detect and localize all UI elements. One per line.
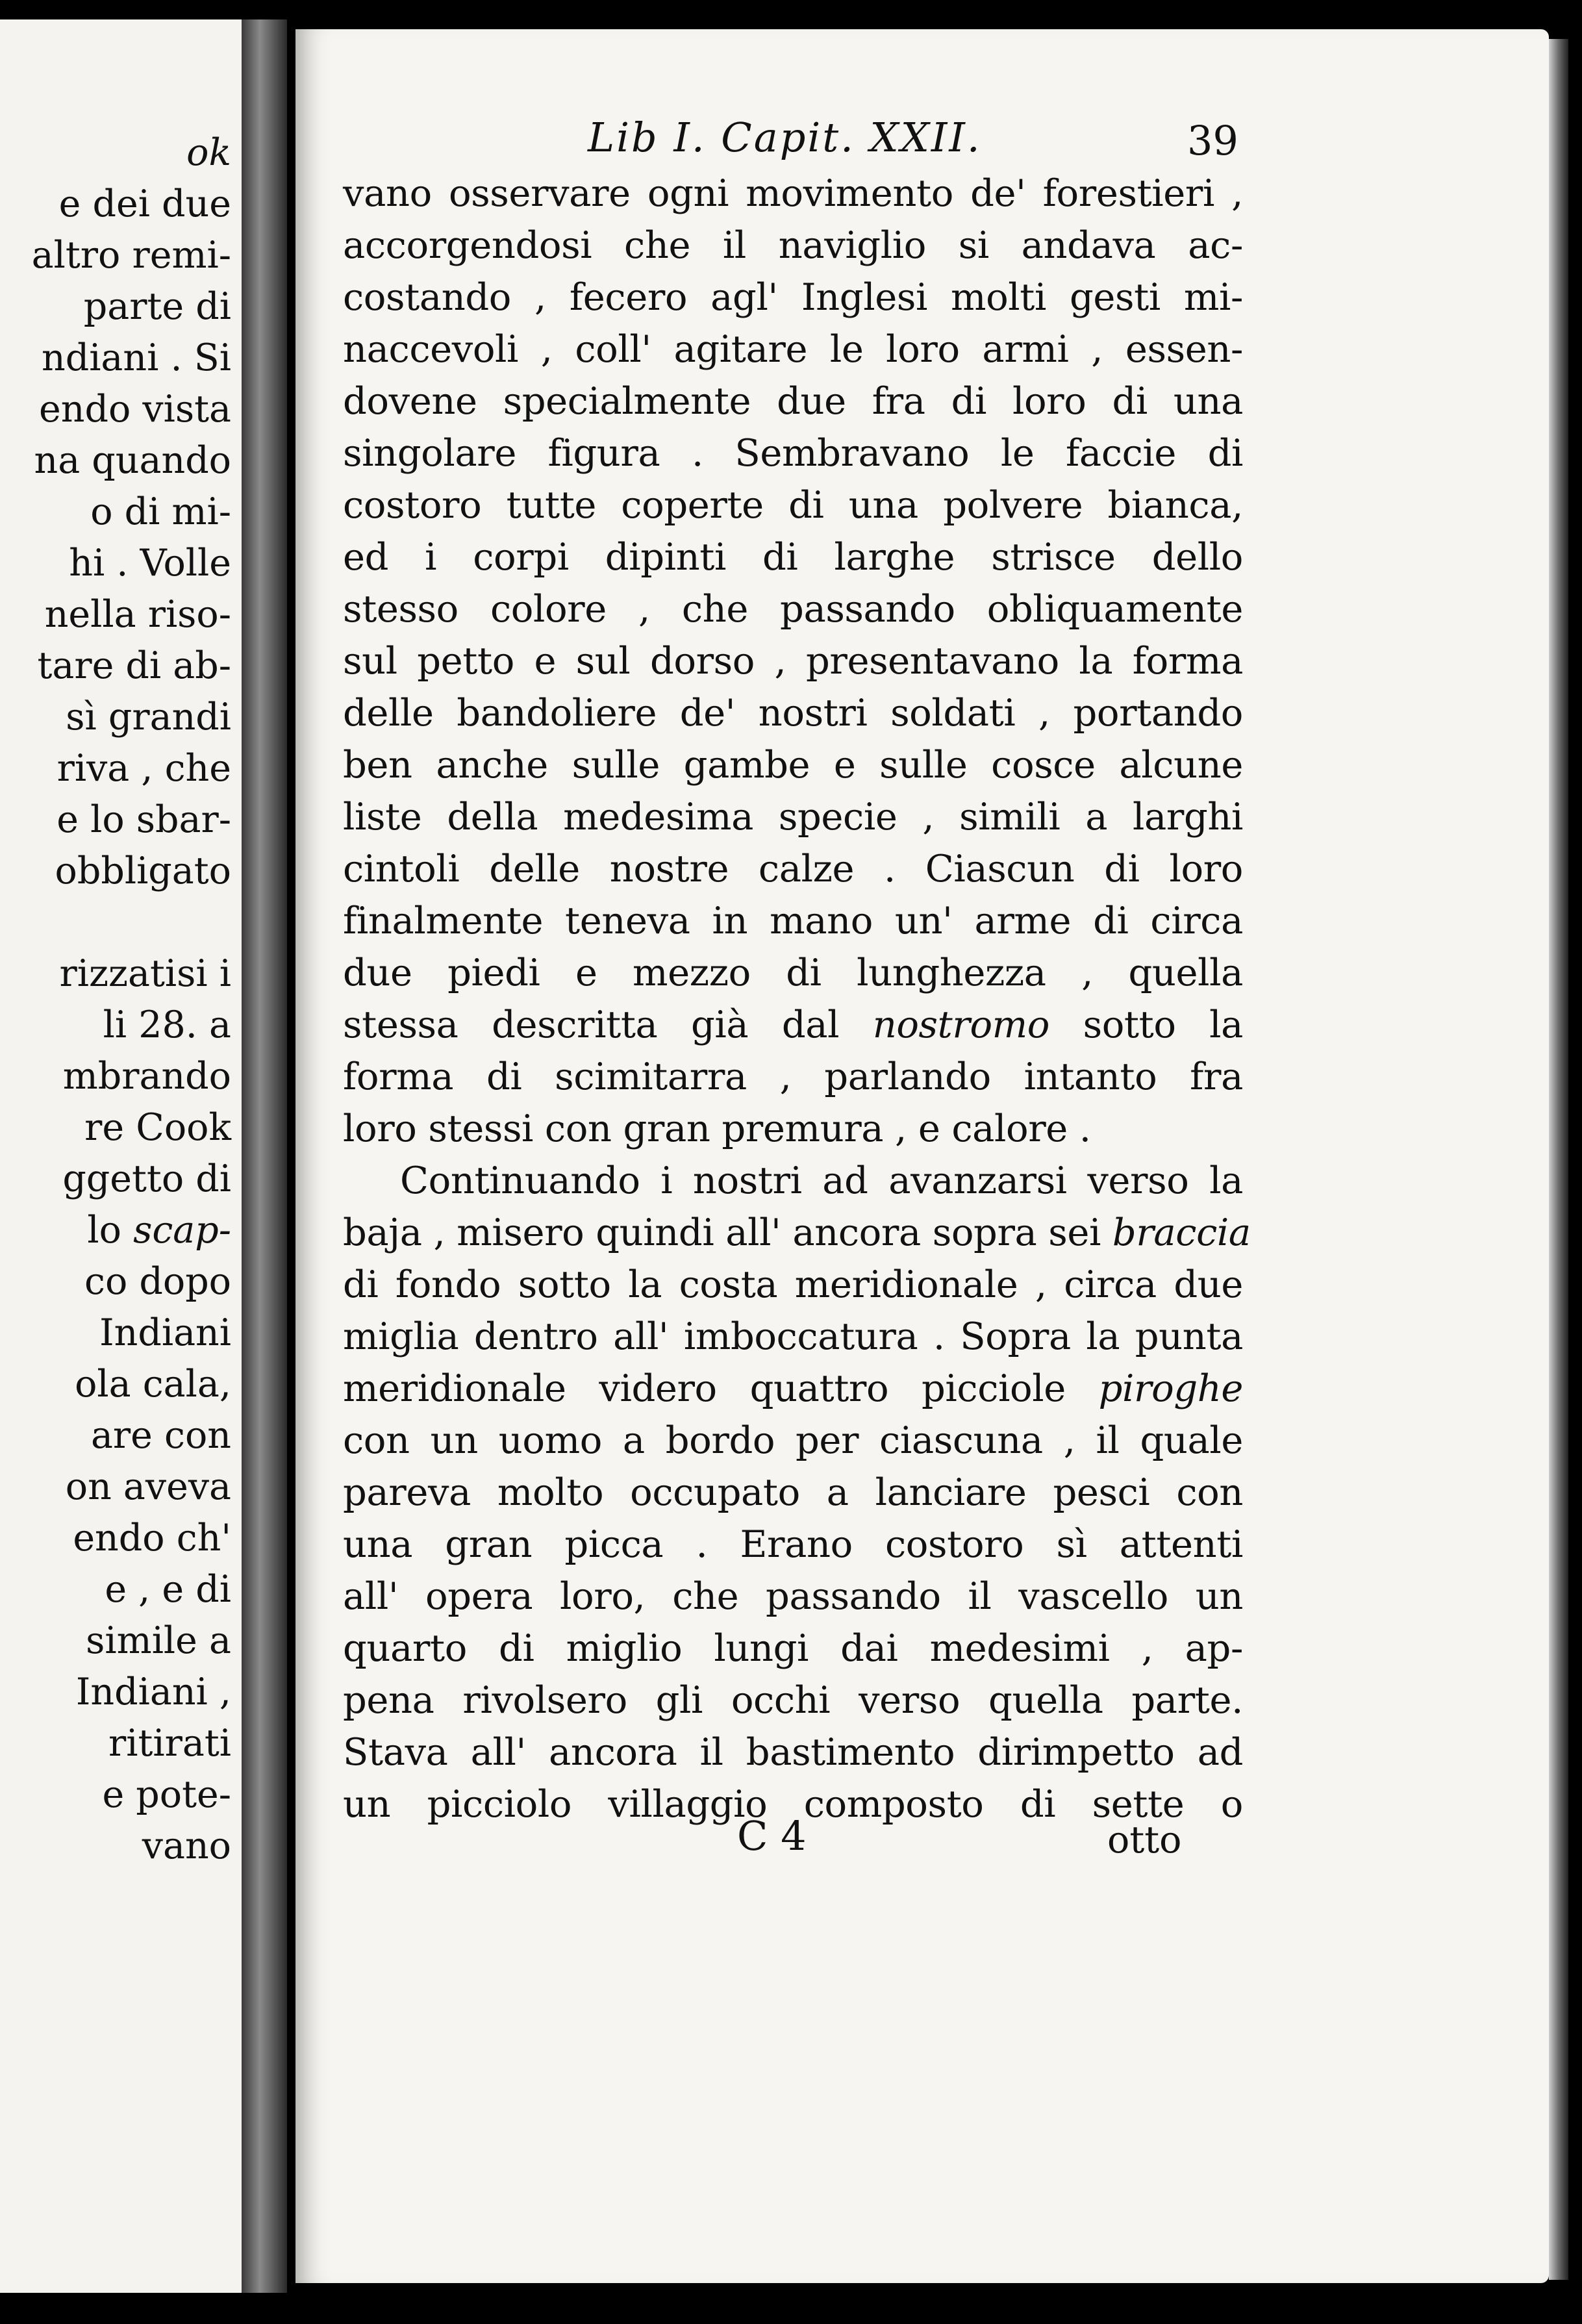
italic-term: nostromo [872,1003,1050,1046]
left-page-line: e , e di [105,1568,231,1611]
text-line: costando , fecero agl' Inglesi molti gesti mi- [343,275,1243,319]
left-page-line: Indiani , [75,1671,231,1713]
italic-term: scap- [133,1209,231,1252]
text-line: loro stessi con gran premura , e calore . [343,1107,1091,1150]
text-line: stesso colore , che passando obliquamente [343,587,1243,631]
left-page-line: mbrando [62,1055,231,1098]
left-page-line: endo vista [39,388,231,431]
text-line: miglia dentro all' imboccatura . Sopra la punta [343,1315,1243,1358]
left-page-line: nella riso- [44,593,231,636]
text-line: liste della medesima specie , simili a larghi [343,795,1243,839]
text-line: una gran picca . Erano costoro sì attenti [343,1522,1243,1566]
left-page-line: simile a [86,1619,231,1662]
text-line: accorgendosi che il naviglio si andava ac- [343,223,1243,267]
left-page-line: on aveva [65,1465,231,1508]
text-line: cintoli delle nostre calze . Ciascun di loro [343,847,1243,890]
text-line: delle bandoliere de' nostri soldati , portando [343,691,1243,735]
left-page-line: are con [90,1414,231,1457]
catchword: otto [1107,1819,1182,1862]
text-line: quarto di miglio lungi dai medesimi , ap- [343,1626,1243,1670]
left-page-line: re Cook [84,1106,231,1149]
left-page-line: ritirati [108,1722,231,1765]
text-line: ed i corpi dipinti di larghe strisce dello [343,535,1243,579]
left-page-line: ola cala, [75,1363,231,1406]
text-line: finalmente teneva in mano un' arme di circa [343,899,1243,942]
page-number: 39 [1187,117,1238,164]
text-line: naccevoli , coll' agitare le loro armi , essen- [343,327,1243,371]
text-line: dovene specialmente due fra di loro di una [343,379,1243,423]
left-page-line: parte di [83,285,231,328]
left-page-line: co dopo [84,1260,231,1303]
left-page-line: hi . Volle [69,542,231,585]
italic-term: braccia [1112,1211,1251,1254]
text-line: meridionale videro quattro picciole piroghe [343,1367,1243,1410]
text-line: ben anche sulle gambe e sulle cosce alcune [343,743,1243,787]
text-line: di fondo sotto la costa meridionale , circa due [343,1263,1243,1306]
body-text [343,168,1251,1830]
left-page-line: rizzatisi i [59,952,231,995]
text-line: baja , misero quindi all' ancora sopra sei braccia [343,1211,1251,1254]
left-page-line: na quando [34,439,231,482]
text-line: pena rivolsero gli occhi verso quella parte. [343,1678,1243,1722]
text-line: con un uomo a bordo per ciascuna , il quale [343,1419,1243,1462]
left-page-line: e pote- [102,1773,231,1816]
left-page [0,19,242,2293]
text-line: singolare figura . Sembravano le faccie di [343,431,1243,475]
left-page-line: altro remi- [31,234,231,277]
page-edge [1549,39,1568,2280]
text-line: forma di scimitarra , parlando intanto fra [343,1055,1243,1098]
text-line: un picciolo villaggio composto di sette o [343,1782,1243,1826]
left-page-line: ggetto di [62,1157,231,1200]
italic-term: piroghe [1098,1367,1243,1410]
left-page-line: ndiani . Si [42,336,231,379]
text-line: stessa descritta già dal nostromo sotto la [343,1003,1243,1046]
left-page-line: vano [142,1825,231,1867]
left-page-line: o di mi- [90,490,231,533]
left-page-line: ok [186,131,231,174]
left-page-line: li 28. a [103,1004,231,1046]
text-line: costoro tutte coperte di una polvere bianca, [343,483,1243,527]
left-page-line: tare di ab- [37,644,231,687]
text-line: Stava all' ancora il bastimento dirimpetto ad [343,1730,1243,1774]
text-line: sul petto e sul dorso , presentavano la forma [343,639,1243,683]
left-page-line: lo scap- [87,1209,231,1252]
left-page-line: e dei due [58,183,231,225]
left-page-line: sì grandi [66,696,231,739]
signature-mark: C 4 [737,1812,807,1860]
text-line: Continuando i nostri ad avanzarsi verso la [400,1159,1243,1202]
left-page-line: endo ch' [73,1517,231,1560]
text-line: pareva molto occupato a lanciare pesci con [343,1471,1243,1514]
text-line: all' opera loro, che passando il vascello un [343,1574,1243,1618]
left-page-line: obbligato [55,850,231,892]
left-page-line: riva , che [56,747,231,790]
running-title: Lib I. Capit. XXII. [588,114,982,161]
left-page-line: e lo sbar- [56,798,231,841]
text-line: vano osservare ogni movimento de' forestieri , [343,171,1243,215]
text-line: due piedi e mezzo di lunghezza , quella [343,951,1243,994]
left-page-line: Indiani [99,1311,231,1354]
gutter-shadow [242,19,287,2293]
